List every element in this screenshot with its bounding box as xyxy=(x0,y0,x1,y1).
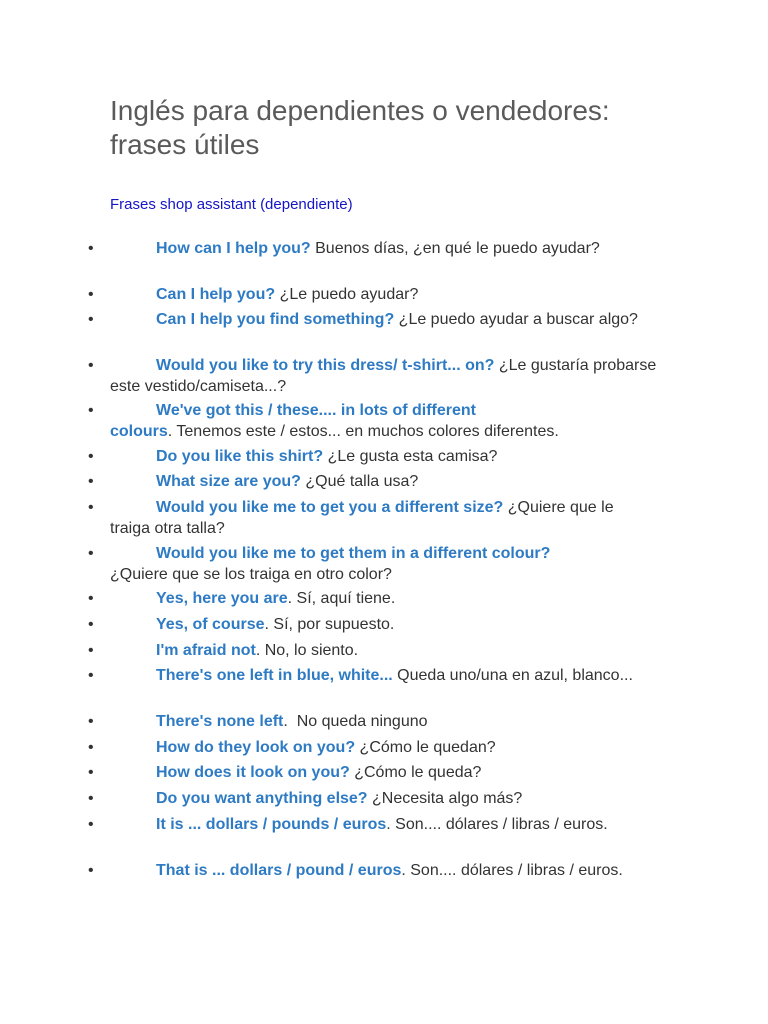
list-item xyxy=(88,497,658,539)
bullet-icon: • xyxy=(88,790,94,807)
list-item xyxy=(88,640,658,661)
bullet-icon: • xyxy=(88,816,94,833)
bullet-icon: • xyxy=(88,616,94,633)
spanish-translation: Queda uno/una en azul, blanco... xyxy=(392,667,633,684)
section-heading: Frases shop assistant (dependiente) xyxy=(110,196,353,213)
list-item xyxy=(88,614,658,635)
list-item xyxy=(88,814,658,835)
english-phrase: Would you like me to get them in a different colour? xyxy=(156,545,551,562)
bullet-icon: • xyxy=(88,499,94,516)
bullet-icon: • xyxy=(88,739,94,756)
bullet-icon: • xyxy=(88,402,94,419)
spanish-translation: ¿Quiere que le traiga otra talla? xyxy=(110,499,614,537)
english-phrase: Do you want anything else? xyxy=(156,790,368,807)
english-phrase: How can I help you? xyxy=(156,240,311,257)
bullet-icon: • xyxy=(88,286,94,303)
english-phrase: That is ... dollars / pound / euros xyxy=(156,862,402,879)
english-phrase: Do you like this shirt? xyxy=(156,448,324,465)
bullet-icon: • xyxy=(88,311,94,328)
list-item xyxy=(88,762,658,783)
list-item xyxy=(88,471,658,492)
bullet-icon: • xyxy=(88,667,94,684)
page-title: Inglés para dependientes o vendedores: frases útiles xyxy=(110,95,610,160)
bullet-icon: • xyxy=(88,642,94,659)
english-phrase: We've got this / these.... in lots of different colours xyxy=(110,402,476,440)
spanish-translation: . No queda ninguno xyxy=(283,713,428,730)
list-item xyxy=(88,355,658,397)
bullet-icon: • xyxy=(88,240,94,257)
list-item xyxy=(88,400,580,442)
english-phrase: Yes, of course xyxy=(156,616,265,633)
english-phrase: It is ... dollars / pounds / euros xyxy=(156,816,387,833)
spanish-translation: . Sí, por supuesto. xyxy=(264,616,395,633)
list-item xyxy=(88,588,658,609)
list-item xyxy=(88,665,658,686)
english-phrase: Yes, here you are xyxy=(156,590,288,607)
list-item xyxy=(88,238,658,259)
english-phrase: There's none left xyxy=(156,713,284,730)
english-phrase: I'm afraid not xyxy=(156,642,256,659)
spanish-translation: ¿Qué talla usa? xyxy=(300,473,419,490)
list-item xyxy=(88,737,658,758)
english-phrase: Would you like to try this dress/ t-shirt... on? xyxy=(156,357,495,374)
english-phrase: Would you like me to get you a different size? xyxy=(156,499,504,516)
spanish-translation: . Son.... dólares / libras / euros. xyxy=(386,816,608,833)
list-item xyxy=(88,284,658,305)
english-phrase: Can I help you find something? xyxy=(156,311,395,328)
spanish-translation: ¿Le gustaría probarse este vestido/camiseta...? xyxy=(110,357,657,395)
bullet-icon: • xyxy=(88,357,94,374)
english-phrase: Can I help you? xyxy=(156,286,276,303)
list-item xyxy=(88,446,658,467)
list-item xyxy=(88,711,658,732)
spanish-translation: . Sí, aquí tiene. xyxy=(287,590,396,607)
english-phrase: How does it look on you? xyxy=(156,764,350,781)
english-phrase: There's one left in blue, white... xyxy=(156,667,393,684)
spanish-translation: ¿Le puedo ayudar? xyxy=(275,286,419,303)
spanish-translation: . Tenemos este / estos... en muchos colores diferentes. xyxy=(167,423,559,440)
spanish-translation: . Son.... dólares / libras / euros. xyxy=(401,862,623,879)
list-item xyxy=(88,860,658,881)
spanish-translation: ¿Cómo le queda? xyxy=(349,764,482,781)
bullet-icon: • xyxy=(88,713,94,730)
bullet-icon: • xyxy=(88,545,94,562)
list-item xyxy=(88,788,658,809)
spanish-translation: Buenos días, ¿en qué le puedo ayudar? xyxy=(310,240,600,257)
spanish-translation: ¿Le puedo ayudar a buscar algo? xyxy=(394,311,638,328)
bullet-icon: • xyxy=(88,590,94,607)
english-phrase: How do they look on you? xyxy=(156,739,356,756)
spanish-translation: ¿Cómo le quedan? xyxy=(355,739,496,756)
bullet-icon: • xyxy=(88,448,94,465)
spanish-translation: ¿Quiere que se los traiga en otro color? xyxy=(110,566,392,583)
list-item xyxy=(88,309,658,330)
spanish-translation: ¿Necesita algo más? xyxy=(367,790,523,807)
bullet-icon: • xyxy=(88,764,94,781)
spanish-translation: . No, lo siento. xyxy=(255,642,359,659)
english-phrase: What size are you? xyxy=(156,473,301,490)
bullet-icon: • xyxy=(88,473,94,490)
spanish-translation: ¿Le gusta esta camisa? xyxy=(323,448,498,465)
list-item xyxy=(88,543,590,585)
bullet-icon: • xyxy=(88,862,94,879)
